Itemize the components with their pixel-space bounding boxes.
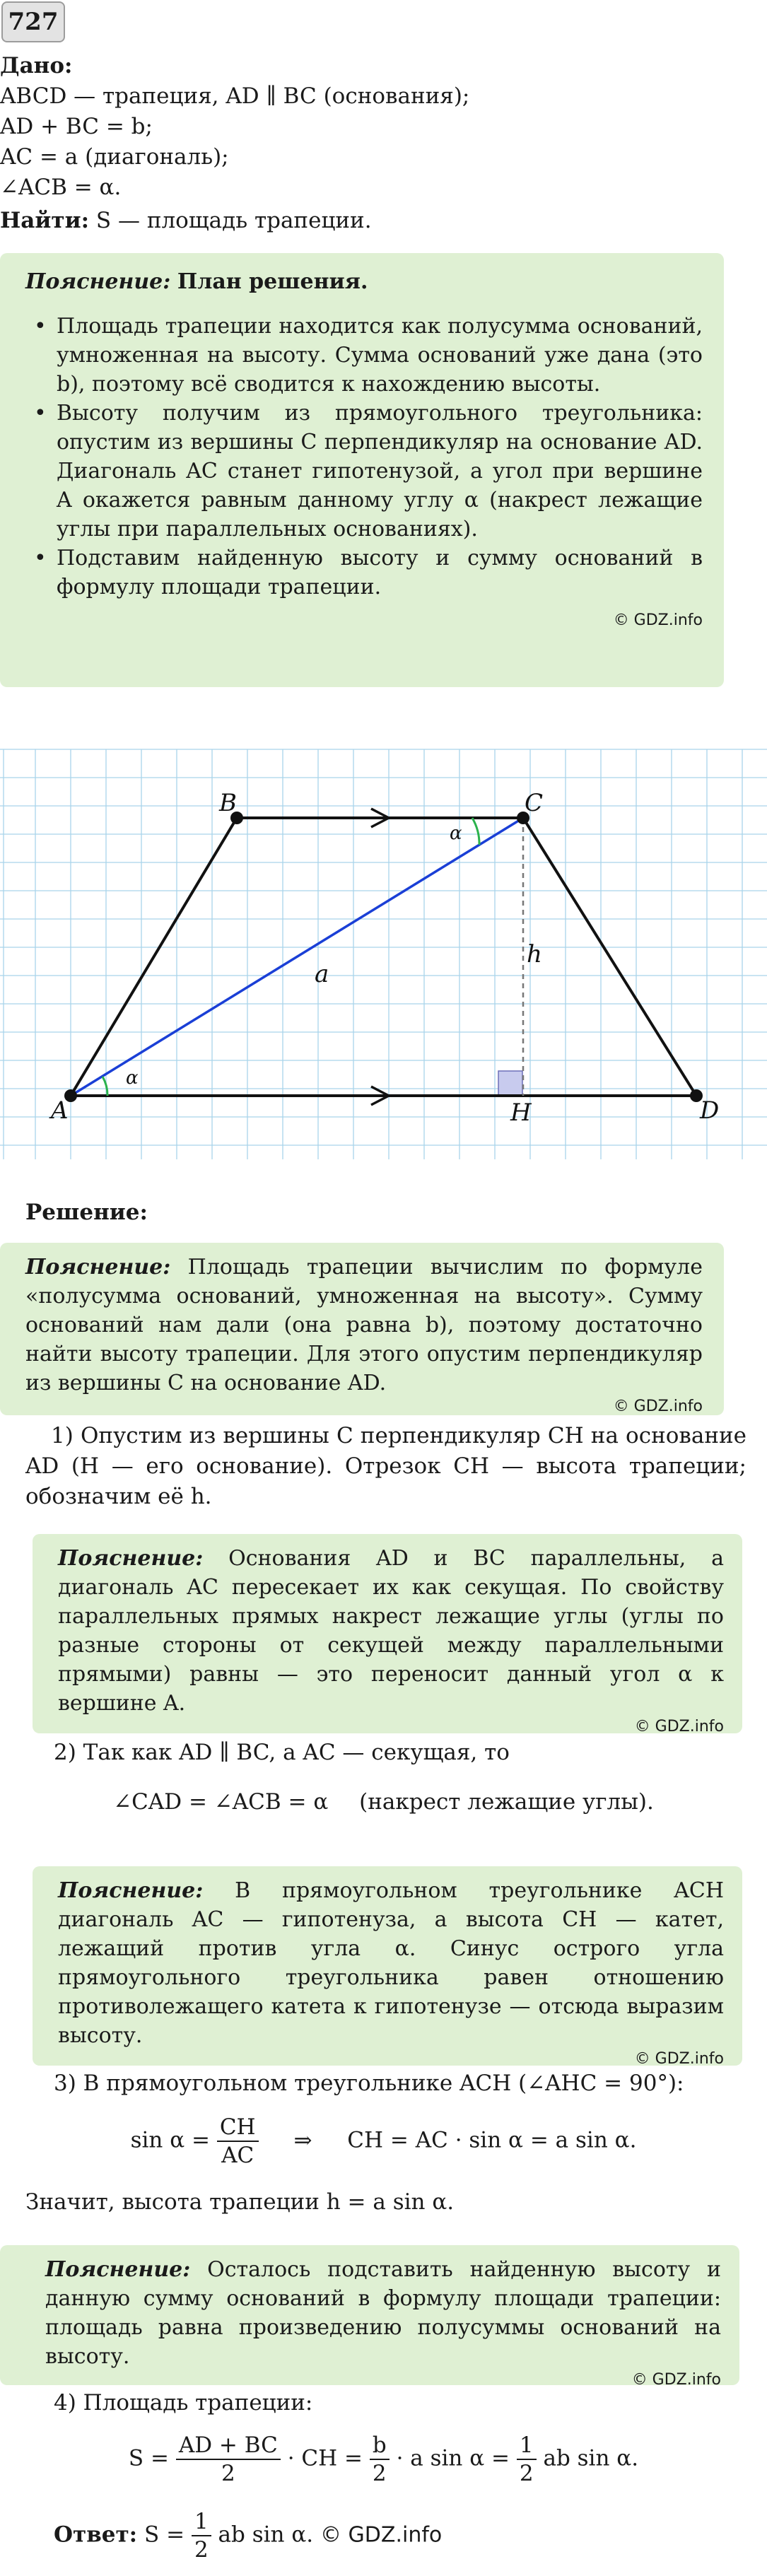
step-3-lhs: sin α = xyxy=(130,2127,210,2153)
label-h: H xyxy=(510,1099,532,1127)
right-angle-mark xyxy=(498,1071,522,1095)
step-4-den-2: 2 xyxy=(372,2461,387,2486)
answer-den: 2 xyxy=(194,2537,209,2563)
angle-arc-c xyxy=(472,818,479,845)
note-3-body xyxy=(58,1876,724,2050)
explanation-note-4 xyxy=(0,2245,739,2389)
note-3-copyright: © GDZ.info xyxy=(634,2050,724,2068)
note-1-body xyxy=(25,1253,703,1398)
label-b: B xyxy=(219,789,237,817)
answer-num: 1 xyxy=(192,2508,211,2536)
label-c: C xyxy=(525,789,544,817)
solution-title: Решение: xyxy=(25,1200,148,1225)
note-4-title: Пояснение: xyxy=(45,2257,191,2282)
angle-arc-a xyxy=(103,1077,107,1096)
explanation-note-3 xyxy=(33,1866,742,2066)
plan-heading xyxy=(25,267,703,296)
label-diagonal-a: a xyxy=(315,960,329,988)
label-alpha-a: α xyxy=(126,1067,139,1089)
given-line-4: ∠ACB = α. xyxy=(0,175,122,200)
step-4-mid-1: · CH = xyxy=(287,2445,363,2471)
answer-copyright: © GDZ.info xyxy=(320,2522,443,2548)
answer-s: S = xyxy=(144,2522,185,2548)
plan-note xyxy=(0,253,724,687)
step-3-arrow: ⇒ xyxy=(293,2127,312,2153)
step-4-num-3: 1 xyxy=(517,2432,537,2460)
trapezoid-figure xyxy=(0,746,767,1166)
step-3-numerator: CH xyxy=(217,2114,259,2142)
step-3-denominator: AC xyxy=(221,2143,254,2168)
answer-fraction xyxy=(192,2508,211,2563)
trapezoid-outline xyxy=(71,818,696,1096)
plan-copyright: © GDZ.info xyxy=(613,611,703,629)
problem-number: 727 xyxy=(1,1,65,42)
label-alpha-c: α xyxy=(450,823,462,844)
note-3-title: Пояснение: xyxy=(58,1878,204,1903)
step-4-num-1: AD + BC xyxy=(176,2432,281,2460)
note-4-copyright: © GDZ.info xyxy=(631,2371,721,2389)
step-4-den-1: 2 xyxy=(221,2461,235,2486)
step-2: 2) Так как AD ∥ BC, а AC — секущая, то xyxy=(54,1740,510,1765)
plan-bullet-2: • Высоту получим из прямоугольного треугольника: опустим из вершины C перпендикуляр на основание AD. Диагональ AC станет гипотенузой, а угол при вершине A окажется равным данному углу α (накрест лежащие углы при параллельных основаниях). xyxy=(25,399,703,544)
step-4: 4) Площадь трапеции: xyxy=(54,2390,313,2416)
note-4-body xyxy=(45,2255,721,2371)
explanation-note-1 xyxy=(0,1243,724,1415)
plan-bullet-3: • Подставим найденную высоту и сумму оснований в формулу площади трапеции. xyxy=(25,544,703,602)
given-line-3: AC = a (диагональ); xyxy=(0,144,229,170)
note-1-copyright: © GDZ.info xyxy=(613,1398,703,1415)
given-title: Дано: xyxy=(0,53,73,78)
step-3-rhs: CH = AC · sin α = a sin α. xyxy=(347,2127,637,2153)
plan-bullet-1: • Площадь трапеции находится как полусумма оснований, умноженная на высоту. Сумма оснований уже дана (это b), поэтому всё сводится к нахождению высоты. xyxy=(25,312,703,399)
step-2-formula-line xyxy=(0,1787,767,1817)
find-text: S — площадь трапеции. xyxy=(95,208,372,233)
note-3-text: В прямоугольном треугольнике ACH диагональ AC — гипотенуза, а высота CH — катет, лежащий против угла α. Синус острого угла прямоугольного треугольника равен отношению противолежащего катета к гипотенузе — отсюда выразим высоту. xyxy=(58,1878,724,2048)
note-1-text: Площадь трапеции вычислим по формуле «полусумма оснований, умноженная на высоту». Сумму оснований нам дали (она равна b), поэтому достаточно найти высоту трапеции. Для этого опустим перпендикуляр из вершины C на основание AD. xyxy=(25,1255,703,1395)
plan-title: Пояснение: xyxy=(25,269,171,294)
answer-label: Ответ: xyxy=(54,2522,138,2548)
diagonal-ac xyxy=(71,818,523,1096)
step-3-formula xyxy=(0,2114,767,2169)
step-3: 3) В прямоугольном треугольнике ACH (∠AHC = 90°): xyxy=(54,2071,684,2096)
step-4-fraction-2 xyxy=(370,2432,390,2487)
explanation-note-2 xyxy=(33,1534,742,1733)
step-4-mid-2: · a sin α = xyxy=(396,2445,510,2471)
note-2-title: Пояснение: xyxy=(58,1546,204,1571)
label-d: D xyxy=(700,1096,720,1125)
label-height-h: h xyxy=(527,940,542,968)
step-4-den-3: 2 xyxy=(519,2461,534,2486)
given-block xyxy=(0,51,763,236)
given-line-2: AD + BC = b; xyxy=(0,114,153,139)
note-2-copyright: © GDZ.info xyxy=(634,1718,724,1735)
plan-subtitle: План решения. xyxy=(177,269,368,294)
note-4-text: Осталось подставить найденную высоту и данную сумму оснований в формулу площади трапеции: площадь равна произведению полусуммы оснований на высоту. xyxy=(45,2257,721,2369)
find-label: Найти: xyxy=(0,208,90,233)
answer-rest: ab sin α. xyxy=(218,2522,314,2548)
step-4-num-2: b xyxy=(370,2432,390,2460)
step-2-comment: (накрест лежащие углы). xyxy=(359,1789,654,1815)
step-3-conclusion: Значит, высота трапеции h = a sin α. xyxy=(25,2189,455,2215)
step-4-s: S = xyxy=(128,2445,169,2471)
note-1-title: Пояснение: xyxy=(25,1255,171,1280)
step-1: 1) Опустим из вершины C перпендикуляр CH на основание AD (H — его основание). Отрезок CH — высота трапеции; обозначим её h. xyxy=(25,1423,746,1509)
step-3-fraction xyxy=(217,2114,259,2169)
step-4-fraction-3 xyxy=(517,2432,537,2487)
note-2-text: Основания AD и BC параллельны, а диагональ AC пересекает их как секущая. По свойству параллельных прямых накрест лежащие углы (углы по разные стороны от секущей между параллельными прямыми) равны — это переносит данный угол α к вершине A. xyxy=(58,1546,724,1716)
find-line xyxy=(0,206,763,236)
step-4-formula xyxy=(0,2432,767,2487)
answer-line xyxy=(54,2508,442,2563)
note-2-body xyxy=(58,1544,724,1718)
given-line-1: ABCD — трапеция, AD ∥ BC (основания); xyxy=(0,83,470,109)
step-4-fraction-1 xyxy=(176,2432,281,2487)
step-2-formula: ∠CAD = ∠ACB = α xyxy=(113,1789,329,1815)
step-4-end: ab sin α. xyxy=(543,2445,639,2471)
label-a: A xyxy=(51,1096,69,1125)
